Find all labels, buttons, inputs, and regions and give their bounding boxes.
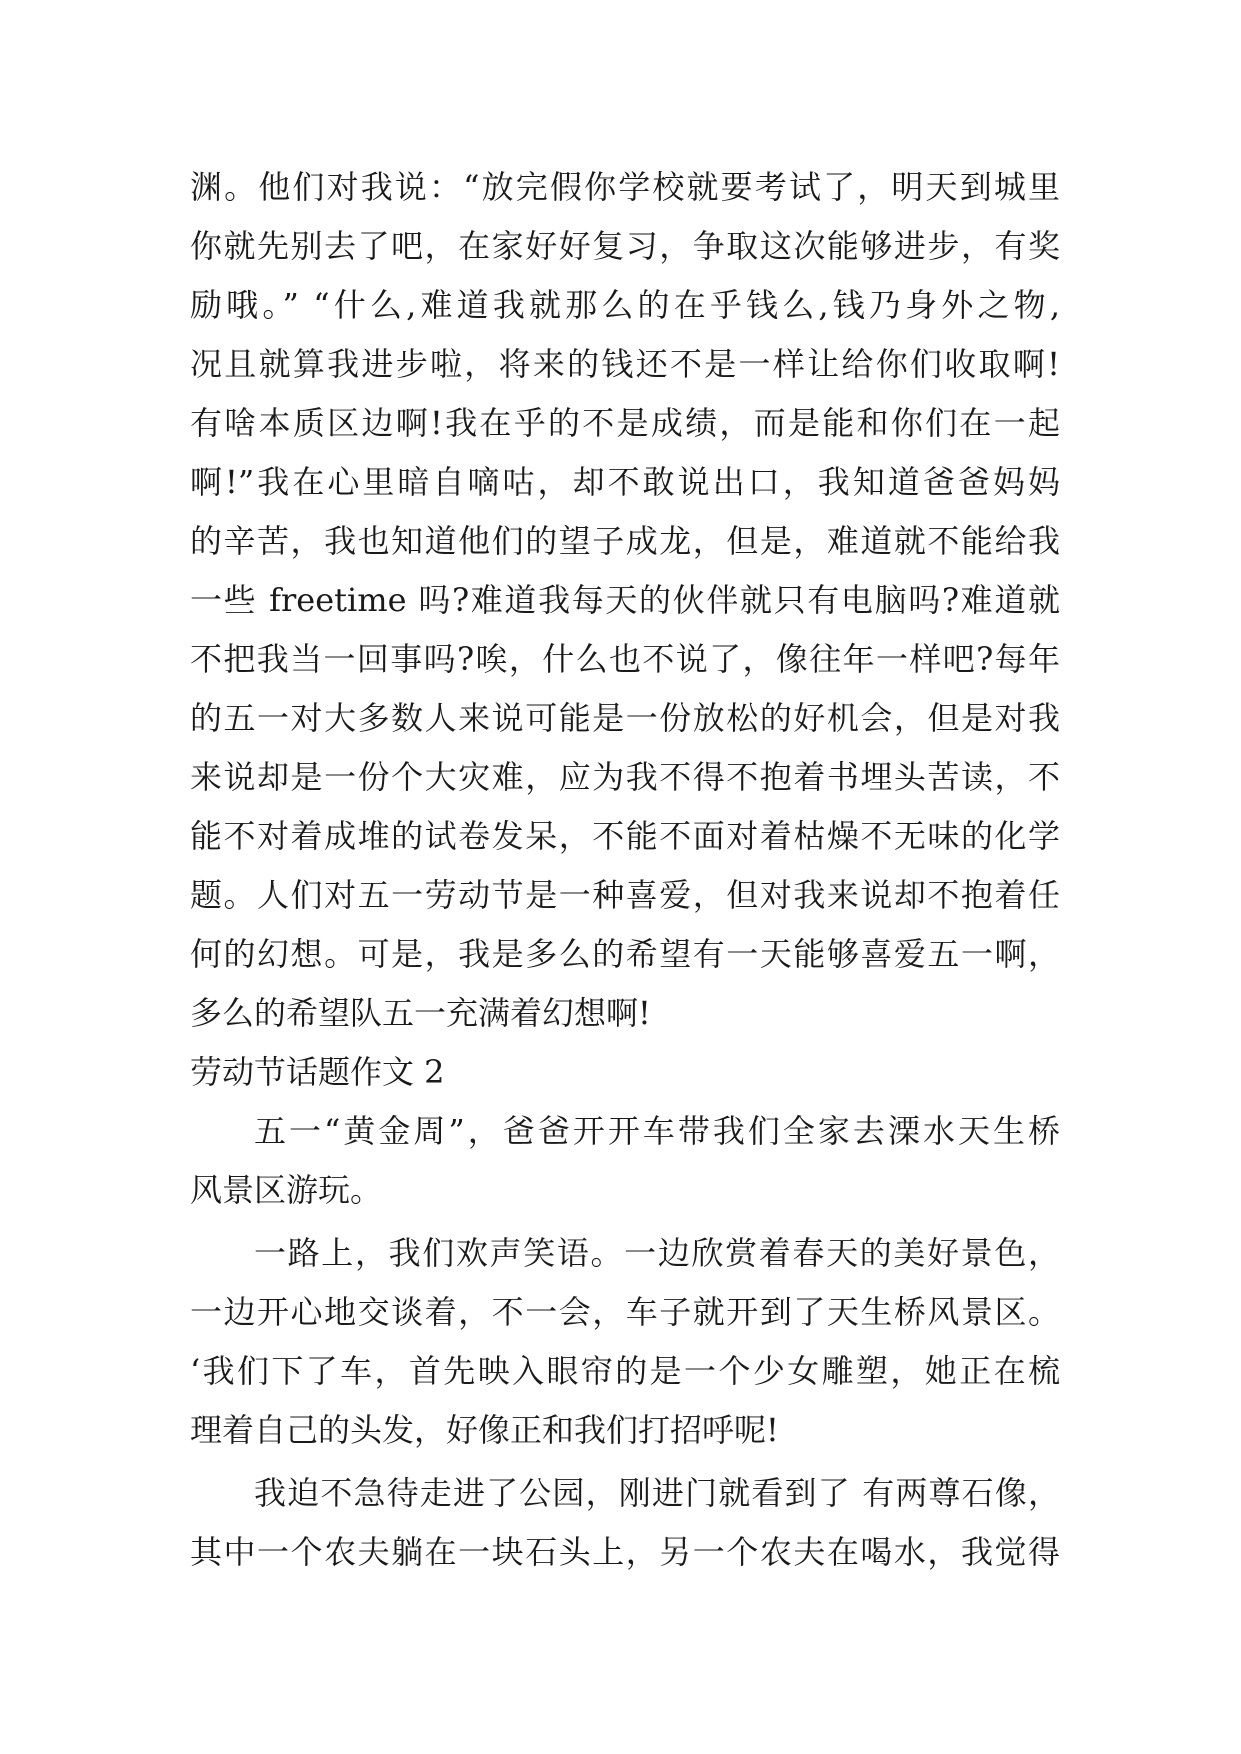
text-line: 不把我当一回事吗?唉，什么也不说了，像往年一样吧?每年 [190, 640, 1060, 678]
paragraph-2 [190, 1102, 1060, 1220]
document-body [190, 158, 1060, 1582]
text-line: 你就先别去了吧，在家好好复习，争取这次能够进步，有奖 [190, 227, 1060, 265]
text-line: 其中一个农夫躺在一块石头上，另一个农夫在喝水，我觉得 [190, 1533, 1060, 1571]
text-line: 一路上，我们欢声笑语。一边欣赏着春天的美好景色， [254, 1234, 1060, 1272]
paragraph-3 [190, 1224, 1060, 1460]
text-line: 渊。他们对我说：“放完假你学校就要考试了，明天到城里 [190, 168, 1060, 206]
text-line: 啊!”我在心里暗自嘀咕，却不敢说出口，我知道爸爸妈妈 [190, 463, 1060, 501]
text-line: 我迫不急待走进了公园，刚进门就看到了 有两尊石像， [254, 1474, 1060, 1512]
text-line: 况且就算我进步啦，将来的钱还不是一样让给你们收取啊! [190, 345, 1060, 383]
text-line: 来说却是一份个大灾难，应为我不得不抱着书埋头苦读，不 [190, 758, 1060, 796]
text-line: ‘我们下了车，首先映入眼帘的是一个少女雕塑，她正在梳 [190, 1352, 1060, 1390]
paragraph-1 [190, 158, 1060, 1043]
text-line: 的五一对大多数人来说可能是一份放松的好机会，但是对我 [190, 699, 1060, 737]
text-line: 励哦。” “什么,难道我就那么的在乎钱么,钱乃身外之物, [190, 286, 1060, 324]
text-line: 风景区游玩。 [190, 1171, 383, 1209]
text-line: 的辛苦，我也知道他们的望子成龙，但是，难道就不能给我 [190, 522, 1060, 560]
text-line: 题。人们对五一劳动节是一种喜爱，但对我来说却不抱着任 [190, 876, 1060, 914]
text-line: 理着自己的头发，好像正和我们打招呼呢! [190, 1411, 779, 1449]
text-line: 有啥本质区边啊!我在乎的不是成绩，而是能和你们在一起 [190, 404, 1060, 442]
section-heading: 劳动节话题作文 2 [190, 1053, 445, 1091]
text-line: 何的幻想。可是，我是多么的希望有一天能够喜爱五一啊， [190, 935, 1060, 973]
text-line: 多么的希望队五一充满着幻想啊! [190, 994, 651, 1032]
text-line: 五一“黄金周”，爸爸开开车带我们全家去溧水天生桥 [254, 1112, 1060, 1150]
text-line: 一边开心地交谈着，不一会，车子就开到了天生桥风景区。 [190, 1293, 1060, 1331]
text-line: 能不对着成堆的试卷发呆，不能不面对着枯燥不无味的化学 [190, 817, 1060, 855]
paragraph-4 [190, 1464, 1060, 1582]
text-line: 一些 freetime 吗?难道我每天的伙伴就只有电脑吗?难道就 [190, 581, 1060, 619]
